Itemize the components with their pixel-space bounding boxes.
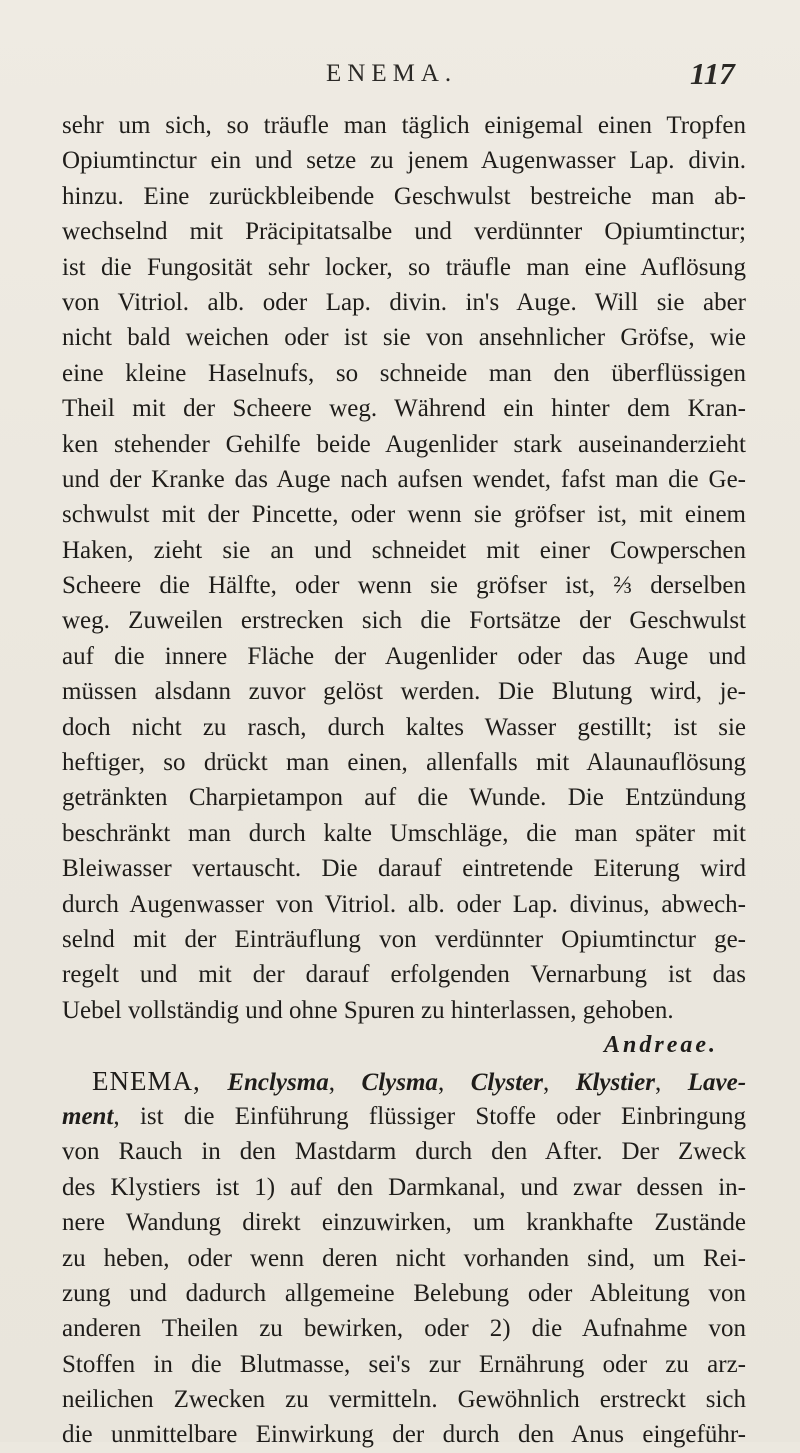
- synonym-separator: ,: [437, 1068, 471, 1096]
- text-line: neilichen Zwecken zu vermitteln. Gewöhnlich erstreckt sich: [62, 1386, 746, 1414]
- synonym: Clysma: [361, 1068, 438, 1096]
- text-line: auf die innere Fläche der Augenlider oder das Auge und: [62, 642, 746, 670]
- text-line: selnd mit der Einträuflung von verdünnter Opiumtinctur ge-: [62, 925, 746, 953]
- synonym: Enclysma: [227, 1068, 329, 1096]
- text-line: schwulst mit der Pincette, oder wenn sie gröfser ist, mit einem: [62, 501, 746, 529]
- text-line: nere Wandung direkt einzuwirken, um krankhafte Zustände: [62, 1209, 746, 1237]
- text-line: des Klystiers ist 1) auf den Darmkanal, und zwar dessen in-: [62, 1173, 746, 1201]
- synonym: Clyster: [470, 1068, 543, 1096]
- text-line: und der Kranke das Auge nach aufsen wendet, fafst man die Ge-: [62, 465, 746, 493]
- text-line: regelt und mit der darauf erfolgenden Vernarbung ist das: [62, 961, 746, 989]
- entry-headword: ENEMA,: [92, 1065, 201, 1096]
- text-line: Opiumtinctur ein und setze zu jenem Augenwasser Lap. divin.: [62, 147, 746, 175]
- text-line: heftiger, so drückt man einen, allenfalls mit Alaunauflösung: [62, 749, 746, 777]
- text-line: Uebel vollständig und ohne Spuren zu hinterlassen, gehoben.: [62, 996, 674, 1024]
- entry-first-line: [62, 1064, 746, 1099]
- body-text: [62, 108, 746, 1453]
- paragraph-previous-entry: [62, 108, 746, 1028]
- synonym-separator: ,: [542, 1068, 576, 1096]
- synonym-separator: ,: [328, 1068, 362, 1096]
- author-signature: Andreae.: [604, 1032, 718, 1059]
- text-segment: , ist die Einführung flüssiger Stoffe oder Einbringung: [113, 1102, 746, 1130]
- synonym: ment: [62, 1102, 114, 1130]
- page-number: 117: [690, 56, 735, 91]
- text-line: Bleiwasser vertauscht. Die darauf eintretende Eiterung wird: [62, 855, 746, 883]
- text-line: hinzu. Eine zurückbleibende Geschwulst bestreiche man ab-: [62, 182, 746, 210]
- text-line: eine kleine Haselnufs, so schneide man den überflüssigen: [62, 359, 746, 387]
- entry-body-lines: [62, 1134, 746, 1453]
- text-line: getränkten Charpietampon auf die Wunde. Die Entzündung: [62, 784, 746, 812]
- text-line: Theil mit der Scheere weg. Während ein hinter dem Kran-: [62, 395, 746, 423]
- text-line: Stoffen in die Blutmasse, sei's zur Ernährung oder zu arz-: [62, 1350, 746, 1378]
- text-line: doch nicht zu rasch, durch kaltes Wasser gestillt; ist sie: [62, 713, 746, 741]
- text-line: nicht bald weichen oder ist sie von ansehnlicher Gröfse, wie: [62, 324, 746, 352]
- text-line: Haken, zieht sie an und schneidet mit einer Cowperschen: [62, 536, 746, 564]
- synonym: Lave-: [687, 1068, 747, 1096]
- text-line: ist die Fungosität sehr locker, so träufle man eine Auflösung: [62, 253, 746, 281]
- synonym-separator: ,: [654, 1068, 688, 1096]
- synonym: Klystier: [575, 1068, 655, 1096]
- page-header: [0, 56, 800, 96]
- text-line: zung und dadurch allgemeine Belebung oder Ableitung von: [62, 1279, 746, 1307]
- text-line: zu heben, oder wenn deren nicht vorhanden sind, um Rei-: [62, 1244, 746, 1272]
- text-line: von Vitriol. alb. oder Lap. divin. in's Auge. Will sie aber: [62, 288, 746, 316]
- text-line: sehr um sich, so träufle man täglich einigemal einen Tropfen: [62, 112, 746, 139]
- text-line: müssen alsdann zuvor gelöst werden. Die Blutung wird, je-: [62, 678, 746, 706]
- text-line: Scheere die Hälfte, oder wenn sie gröfser ist, ⅔ derselben: [62, 572, 746, 600]
- text-line: weg. Zuweilen erstrecken sich die Fortsätze der Geschwulst: [62, 607, 746, 635]
- text-line: [62, 1099, 746, 1134]
- text-line: von Rauch in den Mastdarm durch den After. Der Zweck: [62, 1138, 746, 1166]
- text-line: die unmittelbare Einwirkung der durch den Anus eingeführ-: [62, 1421, 746, 1449]
- text-line: anderen Theilen zu bewirken, oder 2) die Aufnahme von: [62, 1315, 746, 1343]
- text-line: ken stehender Gehilfe beide Augenlider stark auseinanderzieht: [62, 430, 746, 458]
- text-line: durch Augenwasser von Vitriol. alb. oder Lap. divinus, abwech-: [62, 890, 746, 918]
- text-line: wechselnd mit Präcipitatsalbe und verdünnter Opiumtinctur;: [62, 218, 746, 246]
- paragraph-enema-entry: [62, 1064, 746, 1453]
- running-head: ENEMA.: [326, 60, 458, 87]
- text-line: beschränkt man durch kalte Umschläge, die man später mit: [62, 819, 746, 847]
